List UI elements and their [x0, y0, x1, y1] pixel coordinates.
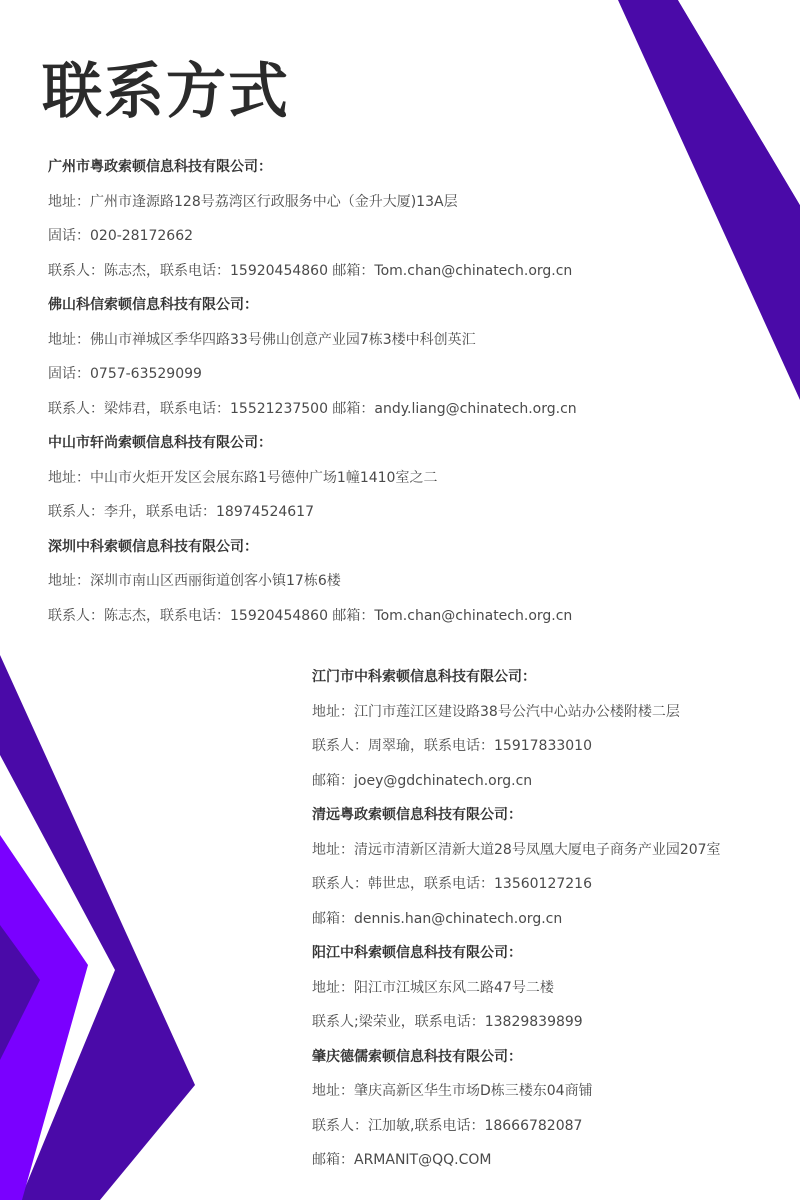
company-name: 肇庆德儒索顿信息科技有限公司： [312, 1048, 522, 1065]
company-name: 广州市粤政索顿信息科技有限公司： [48, 159, 272, 175]
company-name: 阳江中科索顿信息科技有限公司： [312, 945, 522, 961]
address-line: 地址：清远市清新区清新大道28号凤凰大厦电子商务产业园207室 [312, 841, 721, 858]
phone-line: 固话：020-28172662 [48, 228, 194, 244]
contacts-right-column [312, 660, 782, 1178]
email-line: 邮箱：joey@gdchinatech.org.cn [312, 772, 533, 789]
company-name: 佛山科信索顿信息科技有限公司： [48, 297, 258, 313]
address-line: 地址：中山市火炬开发区会展东路1号德仲广场1幢1410室之二 [48, 469, 438, 486]
contact-line: 联系人：梁炜君，联系电话：15521237500 邮箱：andy.liang@chinatech.org.cn [48, 400, 577, 417]
company-name: 清远粤政索顿信息科技有限公司： [312, 807, 522, 823]
address-line: 地址：阳江市江城区东风二路47号二楼 [312, 979, 554, 996]
email-line: 邮箱：dennis.han@chinatech.org.cn [312, 910, 563, 927]
address-line: 地址：深圳市南山区西丽街道创客小镇17栋6楼 [48, 573, 341, 589]
address-line: 地址：广州市逢源路128号荔湾区行政服务中心（金升大厦)13A层 [48, 193, 458, 210]
company-name: 江门市中科索顿信息科技有限公司： [312, 669, 536, 685]
contact-line: 联系人：江加敏,联系电话：18666782087 [312, 1117, 583, 1134]
contact-line: 联系人：陈志杰，联系电话：15920454860 邮箱：Tom.chan@chinatech.org.cn [48, 262, 573, 279]
contact-line: 联系人：周翠瑜，联系电话：15917833010 [312, 738, 592, 754]
company-name: 深圳中科索顿信息科技有限公司： [48, 538, 258, 555]
address-line: 地址：江门市莲江区建设路38号公汽中心站办公楼附楼二层 [312, 703, 680, 720]
email-line: 邮箱：ARMANIT@QQ.COM [312, 1152, 492, 1168]
phone-line: 固话：0757-63529099 [48, 366, 202, 382]
contacts-left-column [48, 150, 608, 633]
page-title: 联系方式 [42, 57, 290, 127]
contact-line: 联系人;梁荣业，联系电话：13829839899 [312, 1014, 583, 1030]
contact-line: 联系人：陈志杰，联系电话：15920454860 邮箱：Tom.chan@chinatech.org.cn [48, 607, 573, 624]
address-line: 地址：佛山市禅城区季华四路33号佛山创意产业园7栋3楼中科创英汇 [48, 331, 476, 348]
company-name: 中山市轩尚索顿信息科技有限公司： [48, 435, 272, 451]
address-line: 地址：肇庆高新区华生市场D栋三楼东04商铺 [312, 1083, 593, 1099]
contact-line: 联系人：李升，联系电话：18974524617 [48, 504, 314, 520]
contact-line: 联系人：韩世忠，联系电话：13560127216 [312, 876, 592, 892]
